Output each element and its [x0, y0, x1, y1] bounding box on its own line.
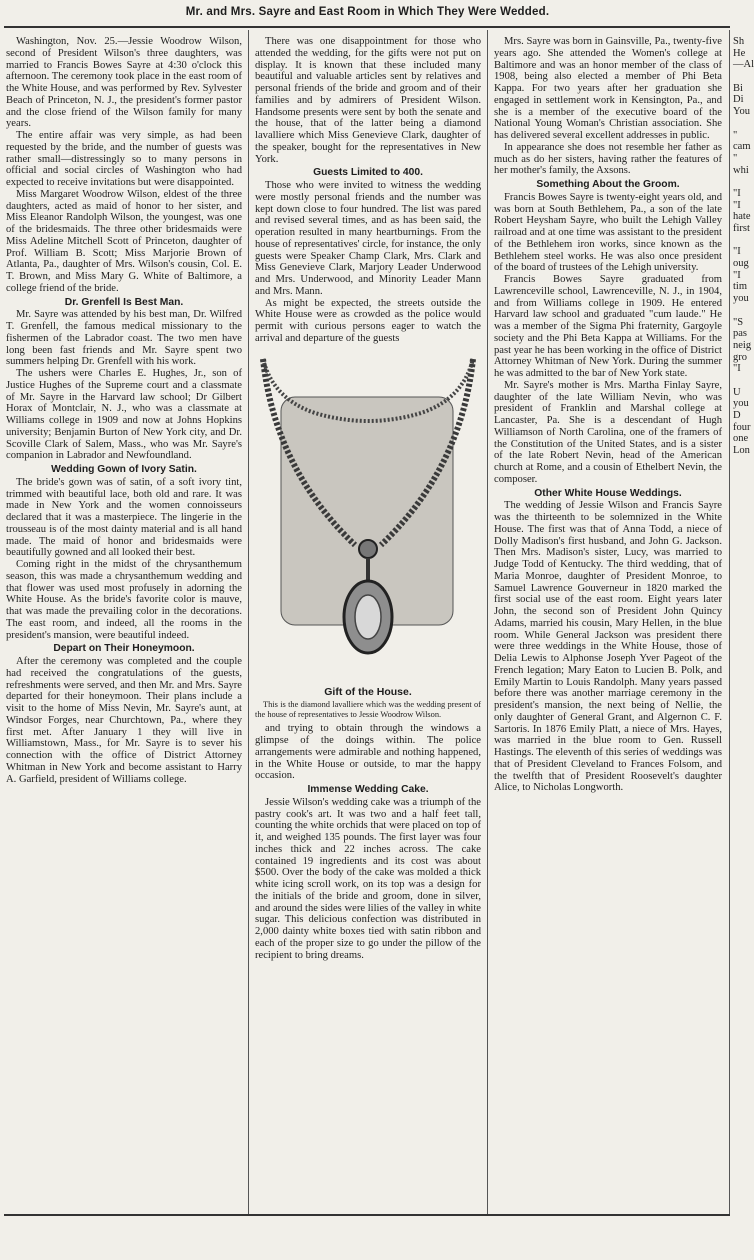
margin-fragment: Sh	[733, 36, 745, 47]
margin-fragment: "I	[733, 246, 741, 258]
margin-fragment	[733, 176, 750, 188]
column-divider	[248, 30, 249, 1214]
margin-fragment: gro	[733, 351, 747, 363]
figure-caption: This is the diamond lavalliere which was the wedding present of the house of representatives to Jessie Woodrow Wilson.	[255, 700, 481, 719]
lavalliere-illustration	[255, 349, 481, 685]
margin-fragment: "I	[733, 363, 741, 375]
paragraph: The ushers were Charles E. Hughes, Jr., son of Justice Hughes of the Supreme court and a classmate of Mr. Sayre in the Harvard law school; Dr Gilbert Horax of Montclair, N. J., who was a classmate at Williams college in 1909 and now at Johns Hopkins university; Benjamin Burton of New York city, and Dr. Scoville Clark of Salem, Mass., who was Mr. Sayre's companion in Labrador and Newfoundland.	[6, 368, 242, 462]
paragraph: Coming right in the midst of the chrysanthemum season, this was made a chrysanthemum wedding and that flower was used most profusely in adorning the White House. As the bride's favorite color is mauve, that was made the prevailing color in the decorations. The east room, and indeed, all the rooms in the president's mansion, were beautiful indeed.	[6, 559, 242, 641]
margin-fragment: Lon	[733, 445, 750, 457]
paragraph: Francis Bowes Sayre is twenty-eight years old, and was born at South Bethlehem, Pa., a son of the late Robert Heysham Sayre, who built the Lehigh Valley railroad and at one time was assistant to the president of the Bethlehem iron works, since known as the Bethlehem steel works. He was also once president of the board of trustees of the Lehigh university.	[494, 191, 722, 274]
margin-fragment: tim	[733, 281, 748, 293]
paragraph: There was one disappointment for those who attended the wedding, for the gifts were not put on display. It is known that these included many beautiful and valuable articles sent by relatives and personal friends of the bride and groom and of their families and by admirers of President Wilson. Handsome presents were sent by both the senate and the house, that of the latter being a diamond lavalliere which Miss Genevieve Clark, daughter of the speaker, bought for the representatives in New York.	[255, 36, 481, 165]
paragraph: The bride's gown was of satin, of a soft ivory tint, trimmed with beautiful lace, both old and rare. It was made in New York and the women connoisseurs declared that it was a masterpiece. The lingerie in the trousseau is of the most dainty material and is all hand made. The maid of honor and bridesmaids were beautifully gowned and all looked their best.	[6, 476, 242, 559]
article-column-3	[494, 36, 722, 1212]
margin-fragment	[733, 235, 750, 247]
paragraph: Francis Bowes Sayre graduated from Lawrenceville school, Lawrenceville, N. J., in 1904, and from Williams college in 1909. He entered Harvard law school and graduated "cum laude." He was a member of the Sigma Phi fraternity, Gargoyle society and the Phi Beta Kappa at Williams. For the past year he has been working in the office of District Attorney Whitman of New York. During the summer he was admitted to the bar of New York state.	[494, 274, 722, 379]
margin-fragment: He	[733, 47, 746, 59]
bottom-rule	[4, 1214, 730, 1216]
margin-fragment: Di	[733, 94, 744, 106]
margin-fragment: "I	[733, 199, 741, 211]
paragraph: Jessie Wilson's wedding cake was a triumph of the pastry cook's art. It was two and a half feet tall, counting the white orchids that were placed on top of it, and weighed 135 pounds. The first layer was four inches thick and 22 inches across. The cake contained 19 ingredients and its cost was about $500. Over the body of the cake was molded a thick white icing scroll work, on its top was a design for the initials of the bride and groom, done in silver, and around the sides were lilies of the valley in white sugar. This delicious confection was distributed in 2,000 dainty white boxes tied with satin ribbon and each of the proper size to go under the pillow of the recipient to bring dreams.	[255, 796, 481, 961]
top-rule	[4, 26, 730, 28]
paragraph: As might be expected, the streets outside the White House were as crowded as the police would permit with curious persons eager to watch the arrival and departure of the guests	[255, 297, 481, 344]
subheading-other-weddings: Other White House Weddings.	[534, 487, 682, 499]
paragraph: The entire affair was very simple, as had been requested by the bride, and the number of guests was rather small—distressingly so to many persons in official and social circles of Washington who had expected to receive invitations but were disappointed.	[6, 130, 242, 188]
margin-fragment: Bi	[733, 82, 743, 94]
margin-fragment: you	[733, 293, 749, 305]
paragraph: Those who were invited to witness the wedding were mostly personal friends and the number was kept down close to four hundred. The list was pared and revised several times, and as has been said, the operation resulted in many heartburnings. From the house of representatives' circle, for instance, the only guests were Speaker Champ Clark, Mrs. Clark and Miss Genevieve Clark, Marjory Leader Underwood and Mrs. Underwood, and Minority Leader Mann and Mrs. Mann.	[255, 180, 481, 297]
margin-fragment: U	[733, 386, 741, 398]
page-headline: Mr. and Mrs. Sayre and East Room in Which They Were Wedded.	[185, 6, 550, 18]
margin-fragment	[733, 71, 750, 83]
paragraph: In appearance she does not resemble her father as much as do her sisters, having rather the features of her mother's family, the Axsons.	[494, 141, 722, 177]
column-divider	[729, 30, 730, 1214]
adjacent-column-fragments	[733, 0, 754, 1260]
margin-fragment: neig	[733, 339, 752, 351]
subheading-guests: Guests Limited to 400.	[313, 167, 423, 179]
margin-spacer	[733, 0, 750, 36]
lavalliere-figure	[255, 349, 481, 720]
paragraph: After the ceremony was completed and the couple had received the congratulations of the guests, refreshments were served, and then Mr. and Mrs. Sayre departed for their honeymoon. Their plans include a visit to the home of Miss Nevin, Mr. Sayre's aunt, at Windsor Forges, near Churchtown, Pa., where they first met. After January 1 they will live in Williamstown, Mass., for Mr. Sayre is to sever his connection with the office of District Attorney Whitman in New York and become assistant to Harry A. Garfield, president of Williams college.	[6, 656, 242, 785]
margin-fragment	[733, 305, 750, 317]
paragraph: The wedding of Jessie Wilson and Francis Sayre was the thirteenth to be solemnized in the White House. The first was that of Anna Todd, a niece of Dolly Madison's first husband, and John G. Jackson. Then Mrs. Madison's sister, Lucy, was married to Judge Todd of Kentucky. The third wedding, that of Maria Monroe, daughter of President Monroe, to Samuel Lawrence Gouverneur in 1820 marked the first social use of the east room. Eight years later John, the second son of President John Quincy Adams, married his cousin, Mary Hellen, in the blue room. While General Jackson was president there were three weddings in the White House, those of Delia Lewis to Alphonse Joseph Yver Pageot of the French legation; Mary Eaton to Lucien B. Polk, and Emily Martin to Louis Randolph. Many years passed before there was another marriage ceremony in the president's mansion, the next being of Nellie, the only daughter of General Grant, and Algernon C. F. Sartoris. In 1876 Emily Platt, a niece of Mrs. Hayes, was married in the blue room to Gen. Russell Hastings. The eleventh of this series of weddings was that of President Cleveland to Frances Folsom, and the twelfth that of President Roosevelt's daughter Alice, to Nicholas Longworth.	[494, 500, 722, 794]
paragraph: Washington, Nov. 25.—Jessie Woodrow Wilson, second of President Wilson's three daughters, was married to Francis Bowes Sayre at 4:30 o'clock this afternoon. The ceremony took place in the east room of the White House, and was performed by Rev. Sylvester Beach of Princeton, N. J., the president's former pastor and the close friend of the Wilson family for many years.	[6, 36, 242, 130]
column-divider	[487, 30, 488, 1214]
diamond-center	[355, 595, 381, 639]
paragraph: and trying to obtain through the windows a glimpse of the doings within. The police arrangements were admirable and nothing happened, in the White House or outside, to mar the happy occasion.	[255, 723, 481, 782]
margin-fragment: one	[733, 433, 749, 445]
margin-fragment: you	[733, 398, 749, 410]
margin-fragment: "I	[733, 187, 741, 199]
subheading-honeymoon: Depart on Their Honeymoon.	[53, 643, 195, 655]
margin-fragment: "I	[733, 269, 741, 281]
paragraph: Mrs. Sayre was born in Gainsville, Pa., twenty-five years ago. She attended the Women's college at Baltimore and was an honor member of the class of 1908, being also elected a member of Phi Beta Kappa. For two years after her graduation she engaged in settlement work in Kensington, Pa., and she is a member of the executive board of the National Young Woman's Christian association. She has delivered several excellent addresses in public.	[494, 36, 722, 141]
margin-fragment: pas	[733, 328, 747, 340]
margin-fragment: cam	[733, 141, 751, 153]
paragraph: Miss Margaret Woodrow Wilson, eldest of the three daughters, acted as maid of honor to her sister, and Miss Eleanor Randolph Wilson, the youngest, was one of the bridesmaids. The three other bridesmaids were Miss Adeline Mitchell Scott of Princeton, daughter of Prof. William B. Scott; Miss Marjorie Brown of Atlanta, Pa., daughter of Mrs. Wilson's cousin, Col. E. T. Brown, and Miss Mary G. White of Baltimore, a college friend of the bride.	[6, 188, 242, 294]
subheading-best-man: Dr. Grenfell Is Best Man.	[64, 296, 184, 308]
pendant-clasp	[359, 540, 377, 558]
figure-title: Gift of the House.	[324, 685, 412, 698]
paragraph: Mr. Sayre was attended by his best man, Dr. Wilfred T. Grenfell, the famous medical missionary to the fishermen of the Labrador coast. The two men have long been fast friends and Mr. Sayre spent two summers helping Dr. Grenfell with his work.	[6, 309, 242, 368]
paragraph: Mr. Sayre's mother is Mrs. Martha Finlay Sayre, daughter of the late William Nevin, who was president of Franklin and Marshal college at Lancaster, Pa. She is a descendant of Hugh Williamson of North Carolina, one of the framers of the Constitution of the United States, and is a sister of the late Robert Nevin, head of the American church at Rome, and a cousin of Ethelbert Nevin, the composer.	[494, 379, 722, 485]
margin-fragment: —Al	[733, 59, 754, 71]
subheading-groom: Something About the Groom.	[536, 179, 680, 190]
article-column-1	[6, 36, 242, 1212]
margin-fragment: "	[733, 152, 738, 164]
margin-fragment: You	[733, 106, 751, 118]
margin-fragment: D	[733, 410, 741, 421]
margin-fragment: "S	[733, 316, 744, 328]
subheading-cake: Immense Wedding Cake.	[307, 784, 429, 795]
margin-fragment: oug	[733, 258, 749, 270]
margin-fragment: hate	[733, 211, 751, 223]
article-column-2	[255, 36, 481, 1212]
margin-fragment: first	[733, 223, 750, 234]
subheading-gown: Wedding Gown of Ivory Satin.	[51, 464, 197, 475]
margin-fragment	[733, 375, 750, 387]
margin-fragment	[733, 118, 750, 130]
margin-fragment: four	[733, 421, 751, 433]
margin-fragment: whi	[733, 164, 749, 176]
margin-fragment: "	[733, 129, 738, 141]
